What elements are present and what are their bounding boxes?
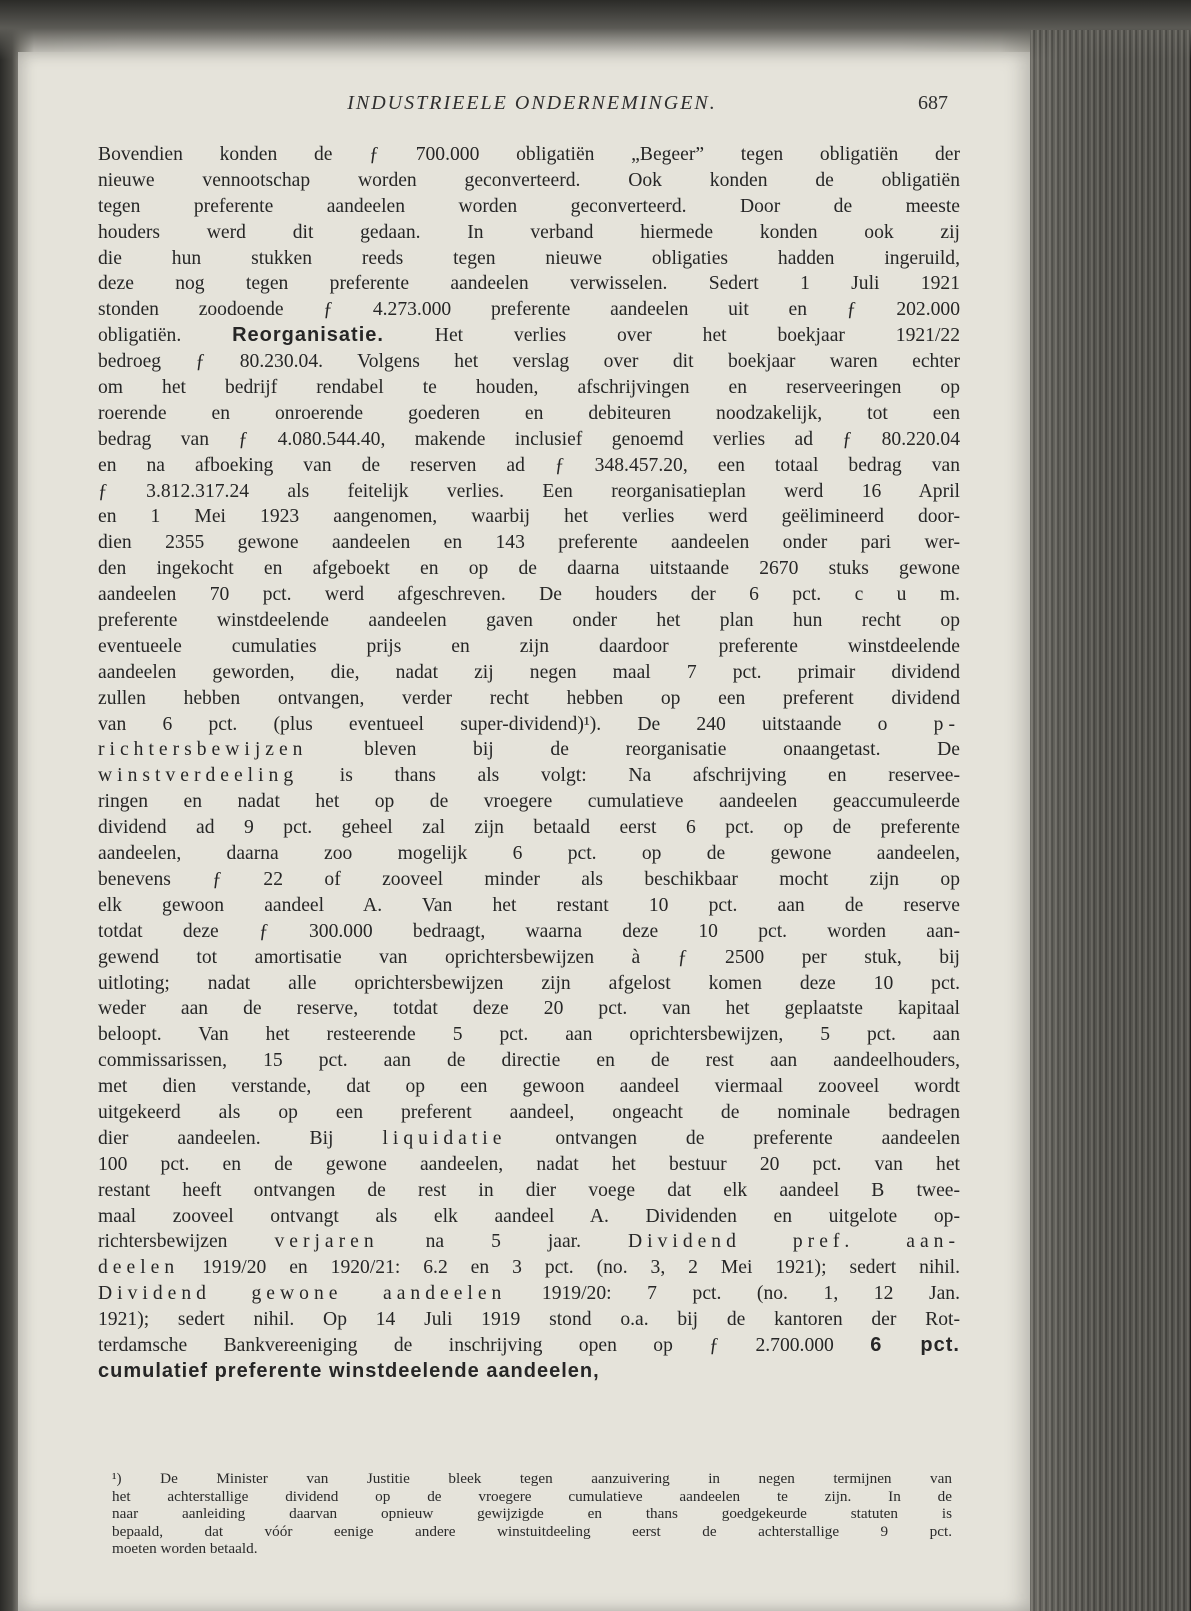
line-text: richtersbewijzen xyxy=(98,1231,275,1253)
bold-term: 6 pct. xyxy=(870,1333,960,1356)
top-shadow xyxy=(0,0,1191,60)
running-head: INDUSTRIEELE ONDERNEMINGEN. xyxy=(347,92,717,114)
spaced-term: deelen xyxy=(98,1257,180,1279)
spaced-term: Dividend pref. aan- xyxy=(627,1231,960,1253)
text-line xyxy=(98,1281,960,1307)
line-text: bleven bij de reorganisatie onaangetast. De xyxy=(307,739,960,761)
bold-term: cumulatief preferente winstdeelende aandeelen, xyxy=(98,1359,600,1382)
text-line: dividend ad 9 pct. geheel zal zijn betaald eerst 6 pct. op de preferente xyxy=(98,817,960,839)
spaced-term: liquidatie xyxy=(382,1127,507,1149)
footnote-line: naar aanleiding daarvan opnieuw gewijzigde en thans goedgekeurde statuten is xyxy=(112,1505,952,1523)
text-line: elk gewoon aandeel A. Van het restant 10 pct. aan de reserve xyxy=(98,894,960,916)
text-line: roerende en onroerende goederen en debiteuren noodzakelijk, tot een xyxy=(98,402,960,424)
text-line: gewend tot amortisatie van oprichtersbewijzen à ƒ 2500 per stuk, bij xyxy=(98,946,960,968)
text-line xyxy=(98,1333,960,1359)
text-line: ringen en nadat het op de vroegere cumulatieve aandeelen geaccumuleerde xyxy=(98,791,960,813)
book-fore-edge xyxy=(1030,30,1190,1611)
line-text: obligatiën. xyxy=(98,325,233,347)
line-text: terdamsche Bankvereeniging de inschrijving open op ƒ 2.700.000 xyxy=(98,1334,871,1356)
text-line xyxy=(98,737,960,763)
line-text: 1919/20 en 1920/21: 6.2 en 3 pct. (no. 3, 2 Mei 1921); sedert nihil. xyxy=(179,1257,960,1279)
text-line: Bovendien konden de ƒ 700.000 obligatiën „Begeer” tegen obligatiën der xyxy=(98,144,960,165)
text-line: uitloting; nadat alle oprichtersbewijzen zijn afgelost komen deze 10 pct. xyxy=(98,972,960,994)
body-text xyxy=(98,142,960,1385)
text-line: aandeelen 70 pct. werd afgeschreven. De houders der 6 pct. c u m. xyxy=(98,584,960,606)
text-line: uitgekeerd als op een preferent aandeel, ongeacht de nominale bedragen xyxy=(98,1101,960,1123)
text-line: stonden zoodoende ƒ 4.273.000 preferente aandeelen uit en ƒ 202.000 xyxy=(98,299,960,321)
text-line: nieuwe vennootschap worden geconverteerd. Ook konden de obligatiën xyxy=(98,169,960,191)
text-line: tegen preferente aandeelen worden geconverteerd. Door de meeste xyxy=(98,195,960,217)
text-line: 100 pct. en de gewone aandeelen, nadat het bestuur 20 pct. van het xyxy=(98,1153,960,1175)
spaced-term: o p- xyxy=(877,713,960,735)
text-line xyxy=(98,1126,960,1152)
text-line: totdat deze ƒ 300.000 bedraagt, waarna deze 10 pct. worden aan- xyxy=(98,920,960,942)
text-line: 1921); sedert nihil. Op 14 Juli 1919 stond o.a. bij de kantoren der Rot- xyxy=(98,1309,960,1331)
text-line: aandeelen geworden, die, nadat zij negen maal 7 pct. primair dividend xyxy=(98,661,960,683)
text-line xyxy=(98,1359,960,1385)
line-text: van 6 pct. (plus eventueel super-dividend)¹). De 240 uitstaande xyxy=(98,713,878,735)
spaced-term: Dividend gewone aandeelen xyxy=(98,1283,507,1305)
text-line xyxy=(98,323,960,349)
text-line: aandeelen, daarna zoo mogelijk 6 pct. op de gewone aandeelen, xyxy=(98,843,960,865)
text-line: weder aan de reserve, totdat deze 20 pct. van het geplaatste kapitaal xyxy=(98,998,960,1020)
text-line: restant heeft ontvangen de rest in dier voege dat elk aandeel B twee- xyxy=(98,1179,960,1201)
text-line: ƒ 3.812.317.24 als feitelijk verlies. Een reorganisatieplan werd 16 April xyxy=(98,480,960,502)
text-line: om het bedrijf rendabel te houden, afschrijvingen en reserveeringen op xyxy=(98,377,960,399)
page-number: 687 xyxy=(918,92,948,114)
text-line: die hun stukken reeds tegen nieuwe obligaties hadden ingeruild, xyxy=(98,247,960,269)
text-line: zullen hebben ontvangen, verder recht hebben op een preferent dividend xyxy=(98,687,960,709)
book-page xyxy=(18,52,1030,1611)
bold-term: Reorganisatie. xyxy=(232,324,384,347)
text-line: preferente winstdeelende aandeelen gaven onder het plan hun recht op xyxy=(98,610,960,632)
spaced-term: winstverdeeling xyxy=(98,765,299,787)
line-text: Het verlies over het boekjaar 1921/22 xyxy=(383,325,960,347)
text-line: benevens ƒ 22 of zooveel minder als beschikbaar mocht zijn op xyxy=(98,868,960,890)
text-line: houders werd dit gedaan. In verband hiermede konden ook zij xyxy=(98,221,960,243)
text-line: den ingekocht en afgeboekt en op de daarna uitstaande 2670 stuks gewone xyxy=(98,558,960,580)
text-line xyxy=(98,1255,960,1281)
text-line: beloopt. Van het resteerende 5 pct. aan oprichtersbewijzen, 5 pct. aan xyxy=(98,1024,960,1046)
footnote-line: moeten worden betaald. xyxy=(112,1540,258,1558)
footnote-line: het achterstallige dividend op de vroegere cumulatieve aandeelen te zijn. In de xyxy=(112,1487,952,1505)
text-line: met dien verstande, dat op een gewoon aandeel viermaal zooveel wordt xyxy=(98,1076,960,1098)
spaced-term: verjaren xyxy=(274,1231,379,1253)
text-line: deze nog tegen preferente aandeelen verwisselen. Sedert 1 Juli 1921 xyxy=(98,273,960,295)
page-header xyxy=(18,92,1030,122)
text-line xyxy=(98,763,960,789)
line-text: is thans als volgt: Na afschrijving en reservee- xyxy=(298,765,960,787)
text-line: dien 2355 gewone aandeelen en 143 preferente aandeelen onder pari wer- xyxy=(98,532,960,554)
text-line: eventueele cumulaties prijs en zijn daardoor preferente winstdeelende xyxy=(98,635,960,657)
line-text: dier aandeelen. Bij xyxy=(98,1127,383,1149)
spaced-term: richtersbewijzen xyxy=(98,739,308,761)
line-text: ontvangen de preferente aandeelen xyxy=(506,1127,960,1149)
text-line: bedrag van ƒ 4.080.544.40, makende inclusief genoemd verlies ad ƒ 80.220.04 xyxy=(98,428,960,450)
text-line xyxy=(98,1229,960,1255)
text-line xyxy=(98,712,960,738)
line-text: 1919/20: 7 pct. (no. 1, 12 Jan. xyxy=(506,1283,960,1305)
text-line: bedroeg ƒ 80.230.04. Volgens het verslag over dit boekjaar waren echter xyxy=(98,351,960,373)
text-line: en na afboeking van de reserven ad ƒ 348.457.20, een totaal bedrag van xyxy=(98,454,960,476)
line-text: na 5 jaar. xyxy=(378,1231,628,1253)
text-line: en 1 Mei 1923 aangenomen, waarbij het verlies werd geëlimineerd door- xyxy=(98,506,960,528)
footnote-line: ¹) De Minister van Justitie bleek tegen aanzuivering in negen termijnen van xyxy=(112,1470,952,1487)
text-line: maal zooveel ontvangt als elk aandeel A. Dividenden en uitgelote op- xyxy=(98,1205,960,1227)
text-line: commissarissen, 15 pct. aan de directie en de rest aan aandeelhouders, xyxy=(98,1050,960,1072)
footnote xyxy=(112,1470,952,1558)
footnote-line: bepaald, dat vóór eenige andere winstuitdeeling eerst de achterstallige 9 pct. xyxy=(112,1522,952,1540)
